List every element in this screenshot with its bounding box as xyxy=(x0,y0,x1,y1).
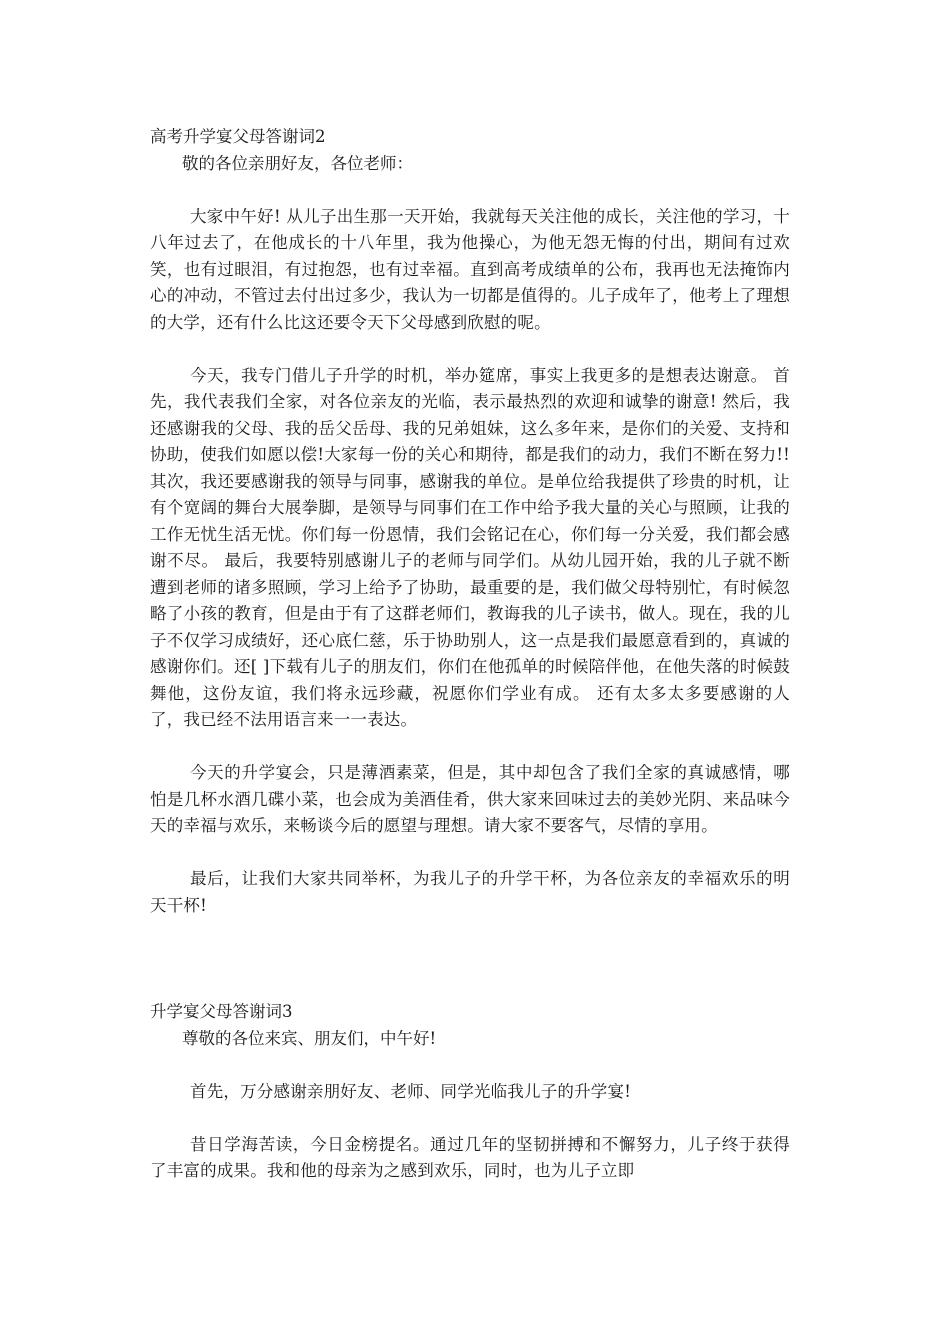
section-2-paragraph-2: 今天，我专门借儿子升学的时机，举办筵席，事实上我更多的是想表达谢意。 首先，我代表我们全家，对各位亲友的光临，表示最热烈的欢迎和诚挚的谢意! 然后，我还感谢我的父母、我的岳父岳母、我的兄弟姐妹，这么多年来，是你们的关爱、支持和协助，使我们如愿以偿!大家每一份的关心和期待，都是我们的动力，我们不断在努力!! 其次，我还要感谢我的领导与同事，感谢我的单位。是单位给我提供了珍贵的时机，让有个宽阔的舞台大展拳脚，是领导与同事们在工作中给予我大量的关心与照顾，让我的工作无忧生活无忧。你们每一份恩情，我们会铭记在心，你们每一分关爱，我们都会感谢不尽。 最后，我要特别感谢儿子的老师与同学们。从幼儿园开始，我的儿子就不断遭到老师的诸多照顾，学习上给予了协助，最重要的是，我们做父母特别忙，有时候忽略了小孩的教育，但是由于有了这群老师们，教诲我的儿子读书，做人。现在，我的儿子不仅学习成绩好，还心底仁慈，乐于协助别人，这一点是我们最愿意看到的，真诚的感谢你们。还[ ]下载有儿子的朋友们，你们在他孤单的时候陪伴他，在他失落的时候鼓舞他，这份友谊，我们将永远珍藏，祝愿你们学业有成。 还有太多太多要感谢的人了，我已经不法用语言来一一表达。 xyxy=(150,365,790,729)
section-2-greeting: 敬的各位亲朋好友，各位老师： xyxy=(182,153,413,173)
section-3-title: 升学宴父母答谢词3 xyxy=(150,1002,293,1021)
section-3-paragraph-2: 昔日学海苦读，今日金榜提名。通过几年的坚韧拼搏和不懈努力，儿子终于获得了丰富的成果。我和他的母亲为之感到欢乐，同时，也为儿子立即 xyxy=(150,1134,790,1180)
section-2-paragraph-4: 最后，让我们大家共同举杯，为我儿子的升学干杯，为各位亲友的幸福欢乐的明天干杯! xyxy=(150,869,790,915)
section-2-title: 高考升学宴父母答谢词2 xyxy=(150,127,326,146)
section-2-paragraph-1: 大家中午好! 从儿子出生那一天开始，我就每天关注他的成长，关注他的学习，十八年过去了，在他成长的十八年里，我为他操心，为他无怨无悔的付出，期间有过欢笑，也有过眼泪，有过抱怨，也有过幸福。直到高考成绩单的公布，我再也无法掩饰内心的冲动，不管过去付出过多少，我认为一切都是值得的。儿子成年了，他考上了理想的大学，还有什么比这还要令天下父母感到欣慰的呢。 xyxy=(150,206,790,332)
section-2-paragraph-3: 今天的升学宴会，只是薄酒素菜，但是，其中却包含了我们全家的真诚感情，哪怕是几杯水酒几碟小菜，也会成为美酒佳肴，供大家来回味过去的美妙光阴、来品味今天的幸福与欢乐，来畅谈今后的愿望与理想。请大家不要客气，尽情的享用。 xyxy=(150,763,790,835)
section-3-paragraph-1: 首先，万分感谢亲朋好友、老师、同学光临我儿子的升学宴! xyxy=(190,1081,632,1101)
section-3-greeting: 尊敬的各位来宾、朋友们，中午好! xyxy=(182,1028,437,1048)
document-page xyxy=(150,124,790,1185)
